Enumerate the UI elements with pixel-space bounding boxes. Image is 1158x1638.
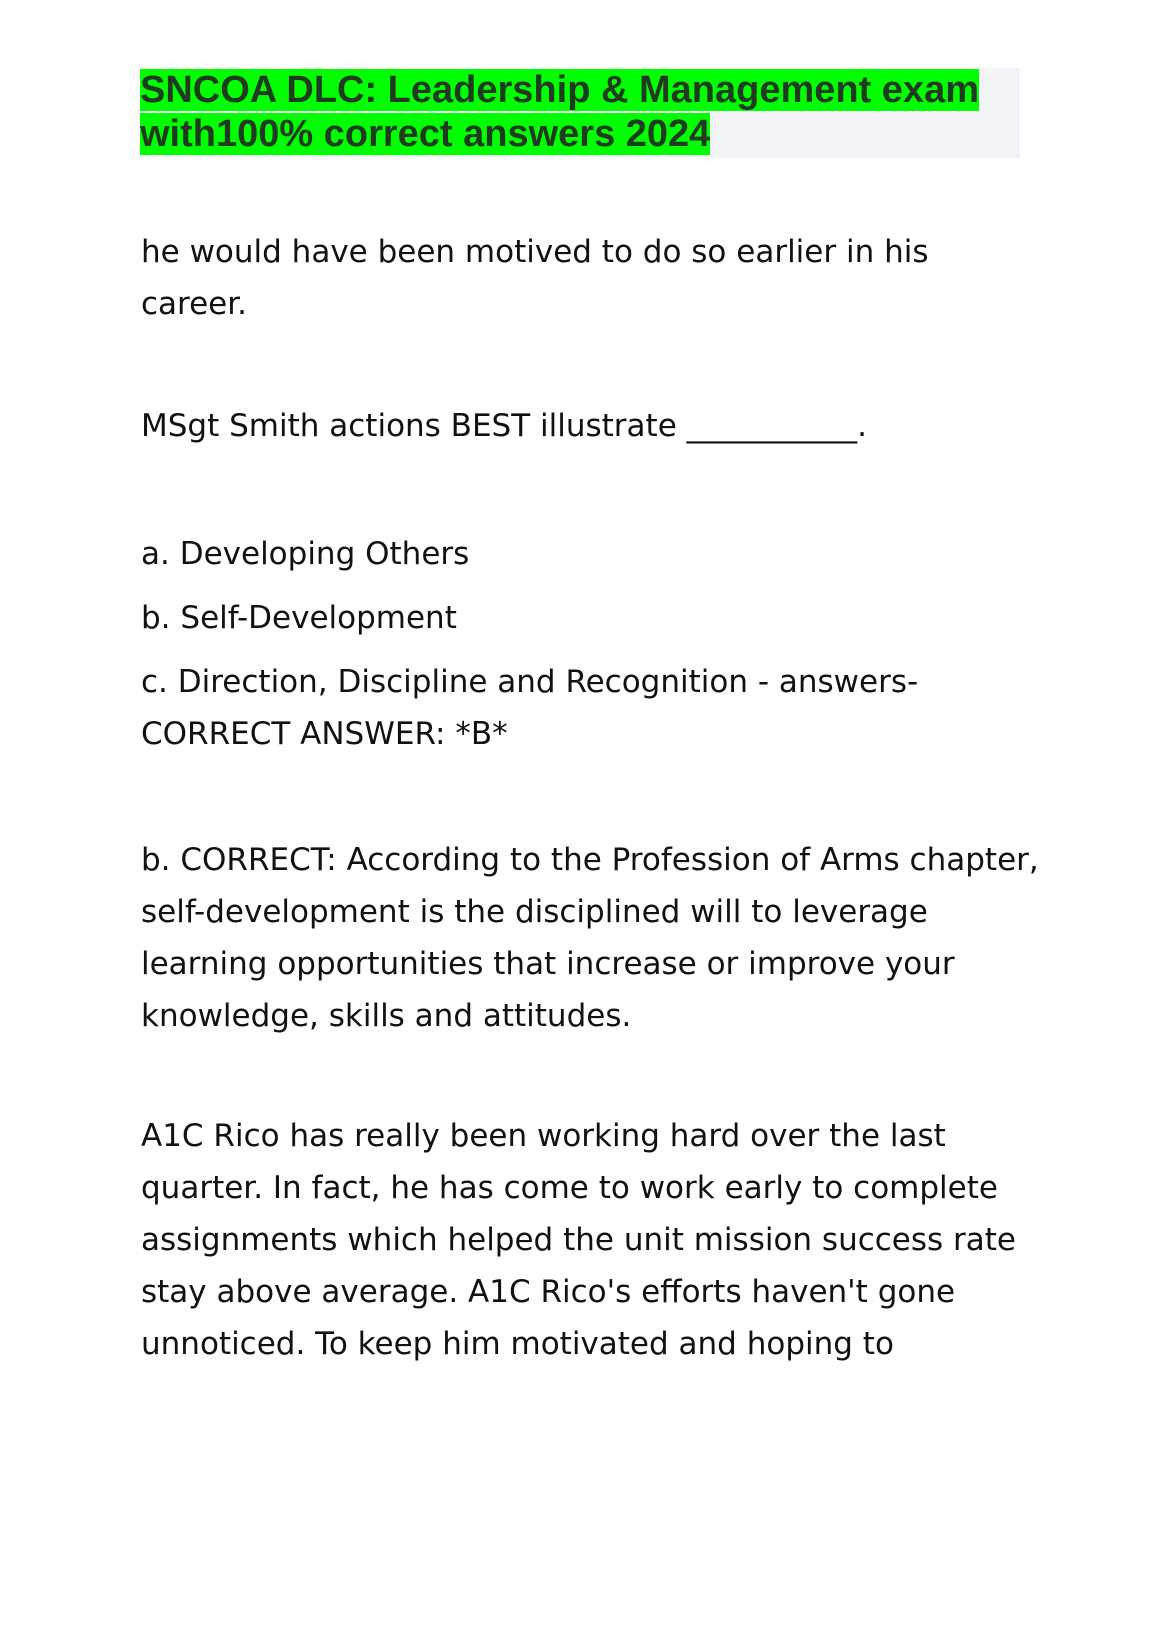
- document-title: [140, 68, 1020, 156]
- option-a: a. Developing Others: [141, 536, 470, 572]
- option-c-with-answer: c. Direction, Discipline and Recognition - answers-CORRECT ANSWER: *B*: [141, 664, 919, 752]
- intro-continuation-paragraph: he would have been motived to do so earlier in his career.: [141, 234, 929, 322]
- explanation-paragraph: b. CORRECT: According to the Profession of Arms chapter, self-development is the disciplined will to leverage learning opportunities that increase or improve your knowledge, skills and attitudes.: [141, 842, 1039, 1034]
- question-paragraph: MSgt Smith actions BEST illustrate ___________.: [141, 408, 867, 444]
- next-question-paragraph: A1C Rico has really been working hard over the last quarter. In fact, he has come to work early to complete assignments which helped the unit mission success rate stay above average. A1C Rico's efforts haven't gone unnoticed. To keep him motivated and hoping to: [141, 1118, 1017, 1362]
- title-line-2: with100% correct answers 2024: [140, 113, 711, 155]
- option-b: b. Self-Development: [141, 600, 457, 636]
- title-line-1: SNCOA DLC: Leadership & Management exam: [140, 69, 979, 111]
- document-title-block: [140, 68, 1020, 158]
